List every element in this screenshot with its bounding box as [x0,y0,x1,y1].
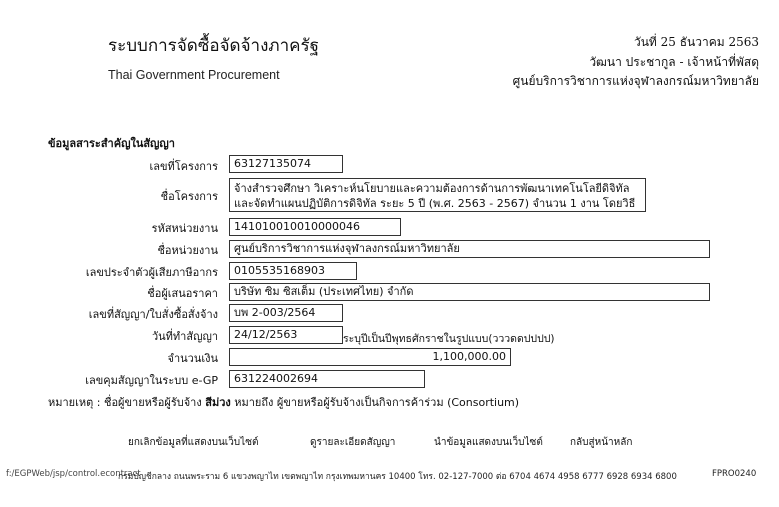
tax-id-label: เลขประจำตัวผู้เสียภาษีอากร [85,266,218,279]
user-name: วัฒนา ประชากูล - เจ้าหน้าที่พัสดุ [589,55,759,69]
bidder-field[interactable]: บริษัท ซิม ซิสเต็ม (ประเทศไทย) จำกัด [229,283,710,301]
print-date: วันที่ 25 ธันวาคม 2563 [633,35,759,49]
project-name-field[interactable]: จ้างสำรวจศึกษา วิเคราะห์นโยบายและความต้องการด้านการพัฒนาเทคโนโลยีดิจิทัลและจัดทำแผนปฏิบัติการดิจิทัล ระยะ 5 ปี (พ.ศ. 2563 - 2567) จำนวน 1 งาน โดยวิธี [229,178,646,212]
publish-to-website-button[interactable]: นำข้อมูลแสดงบนเว็บไซต์ [434,437,543,448]
agency-name-field[interactable]: ศูนย์บริการวิชาการแห่งจุฬาลงกรณ์มหาวิทยาลัย [229,240,710,258]
consortium-note [48,393,519,411]
agency-code-field[interactable]: 141010010010000046 [229,218,401,236]
amount-field[interactable]: 1,100,000.00 [229,348,511,366]
system-title-th: ระบบการจัดซื้อจัดจ้างภาครัฐ [108,36,320,56]
egp-no-field[interactable]: 631224002694 [229,370,425,388]
contract-date-field[interactable]: 24/12/2563 [229,326,343,344]
project-no-label: เลขที่โครงการ [149,160,218,173]
back-to-home-button[interactable]: กลับสู่หน้าหลัก [570,437,633,448]
footer-address: กรมบัญชีกลาง ถนนพระราม 6 แขวงพญาไท เขตพญาไท กรุงเทพมหานคร 10400 โทร. 02-127-7000 ต่อ 6704 4674 4958 6777 6928 6934 6800 [118,472,677,482]
view-contract-detail-button[interactable]: ดูรายละเอียดสัญญา [310,437,396,448]
page-url: f:/EGPWeb/jsp/control.econtract [6,469,141,479]
bidder-label: ชื่อผู้เสนอราคา [147,287,218,300]
user-organization: ศูนย์บริการวิชาการแห่งจุฬาลงกรณ์มหาวิทยาลัย [512,74,759,88]
note-suffix: หมายถึง ผู้ขายหรือผู้รับจ้างเป็นกิจการค้าร่วม (Consortium) [234,396,520,409]
project-name-label: ชื่อโครงการ [160,190,218,203]
tax-id-field[interactable]: 0105535168903 [229,262,357,280]
form-code: FPRO0240 [712,469,757,479]
cancel-display-button[interactable]: ยกเลิกข้อมูลที่แสดงบนเว็บไซต์ [128,437,259,448]
project-no-field[interactable]: 63127135074 [229,155,343,173]
system-title-en: Thai Government Procurement [108,68,280,82]
contract-date-label: วันที่ทำสัญญา [151,330,218,343]
note-prefix: หมายเหตุ : ชื่อผู้ขายหรือผู้รับจ้าง [48,396,202,409]
agency-code-label: รหัสหน่วยงาน [151,222,218,235]
egp-no-label: เลขคุมสัญญาในระบบ e-GP [85,374,218,387]
contract-date-hint: ระบุปีเป็นปีพุทธศักราชในรูปแบบ(วววดดปปปป) [343,333,555,345]
section-title: ข้อมูลสาระสำคัญในสัญญา [48,137,175,150]
contract-no-label: เลขที่สัญญา/ใบสั่งซื้อสั่งจ้าง [88,308,218,321]
agency-name-label: ชื่อหน่วยงาน [157,244,218,257]
contract-no-field[interactable]: บพ 2-003/2564 [229,304,343,322]
amount-label: จำนวนเงิน [167,352,218,365]
note-highlight: สีม่วง [205,396,231,409]
